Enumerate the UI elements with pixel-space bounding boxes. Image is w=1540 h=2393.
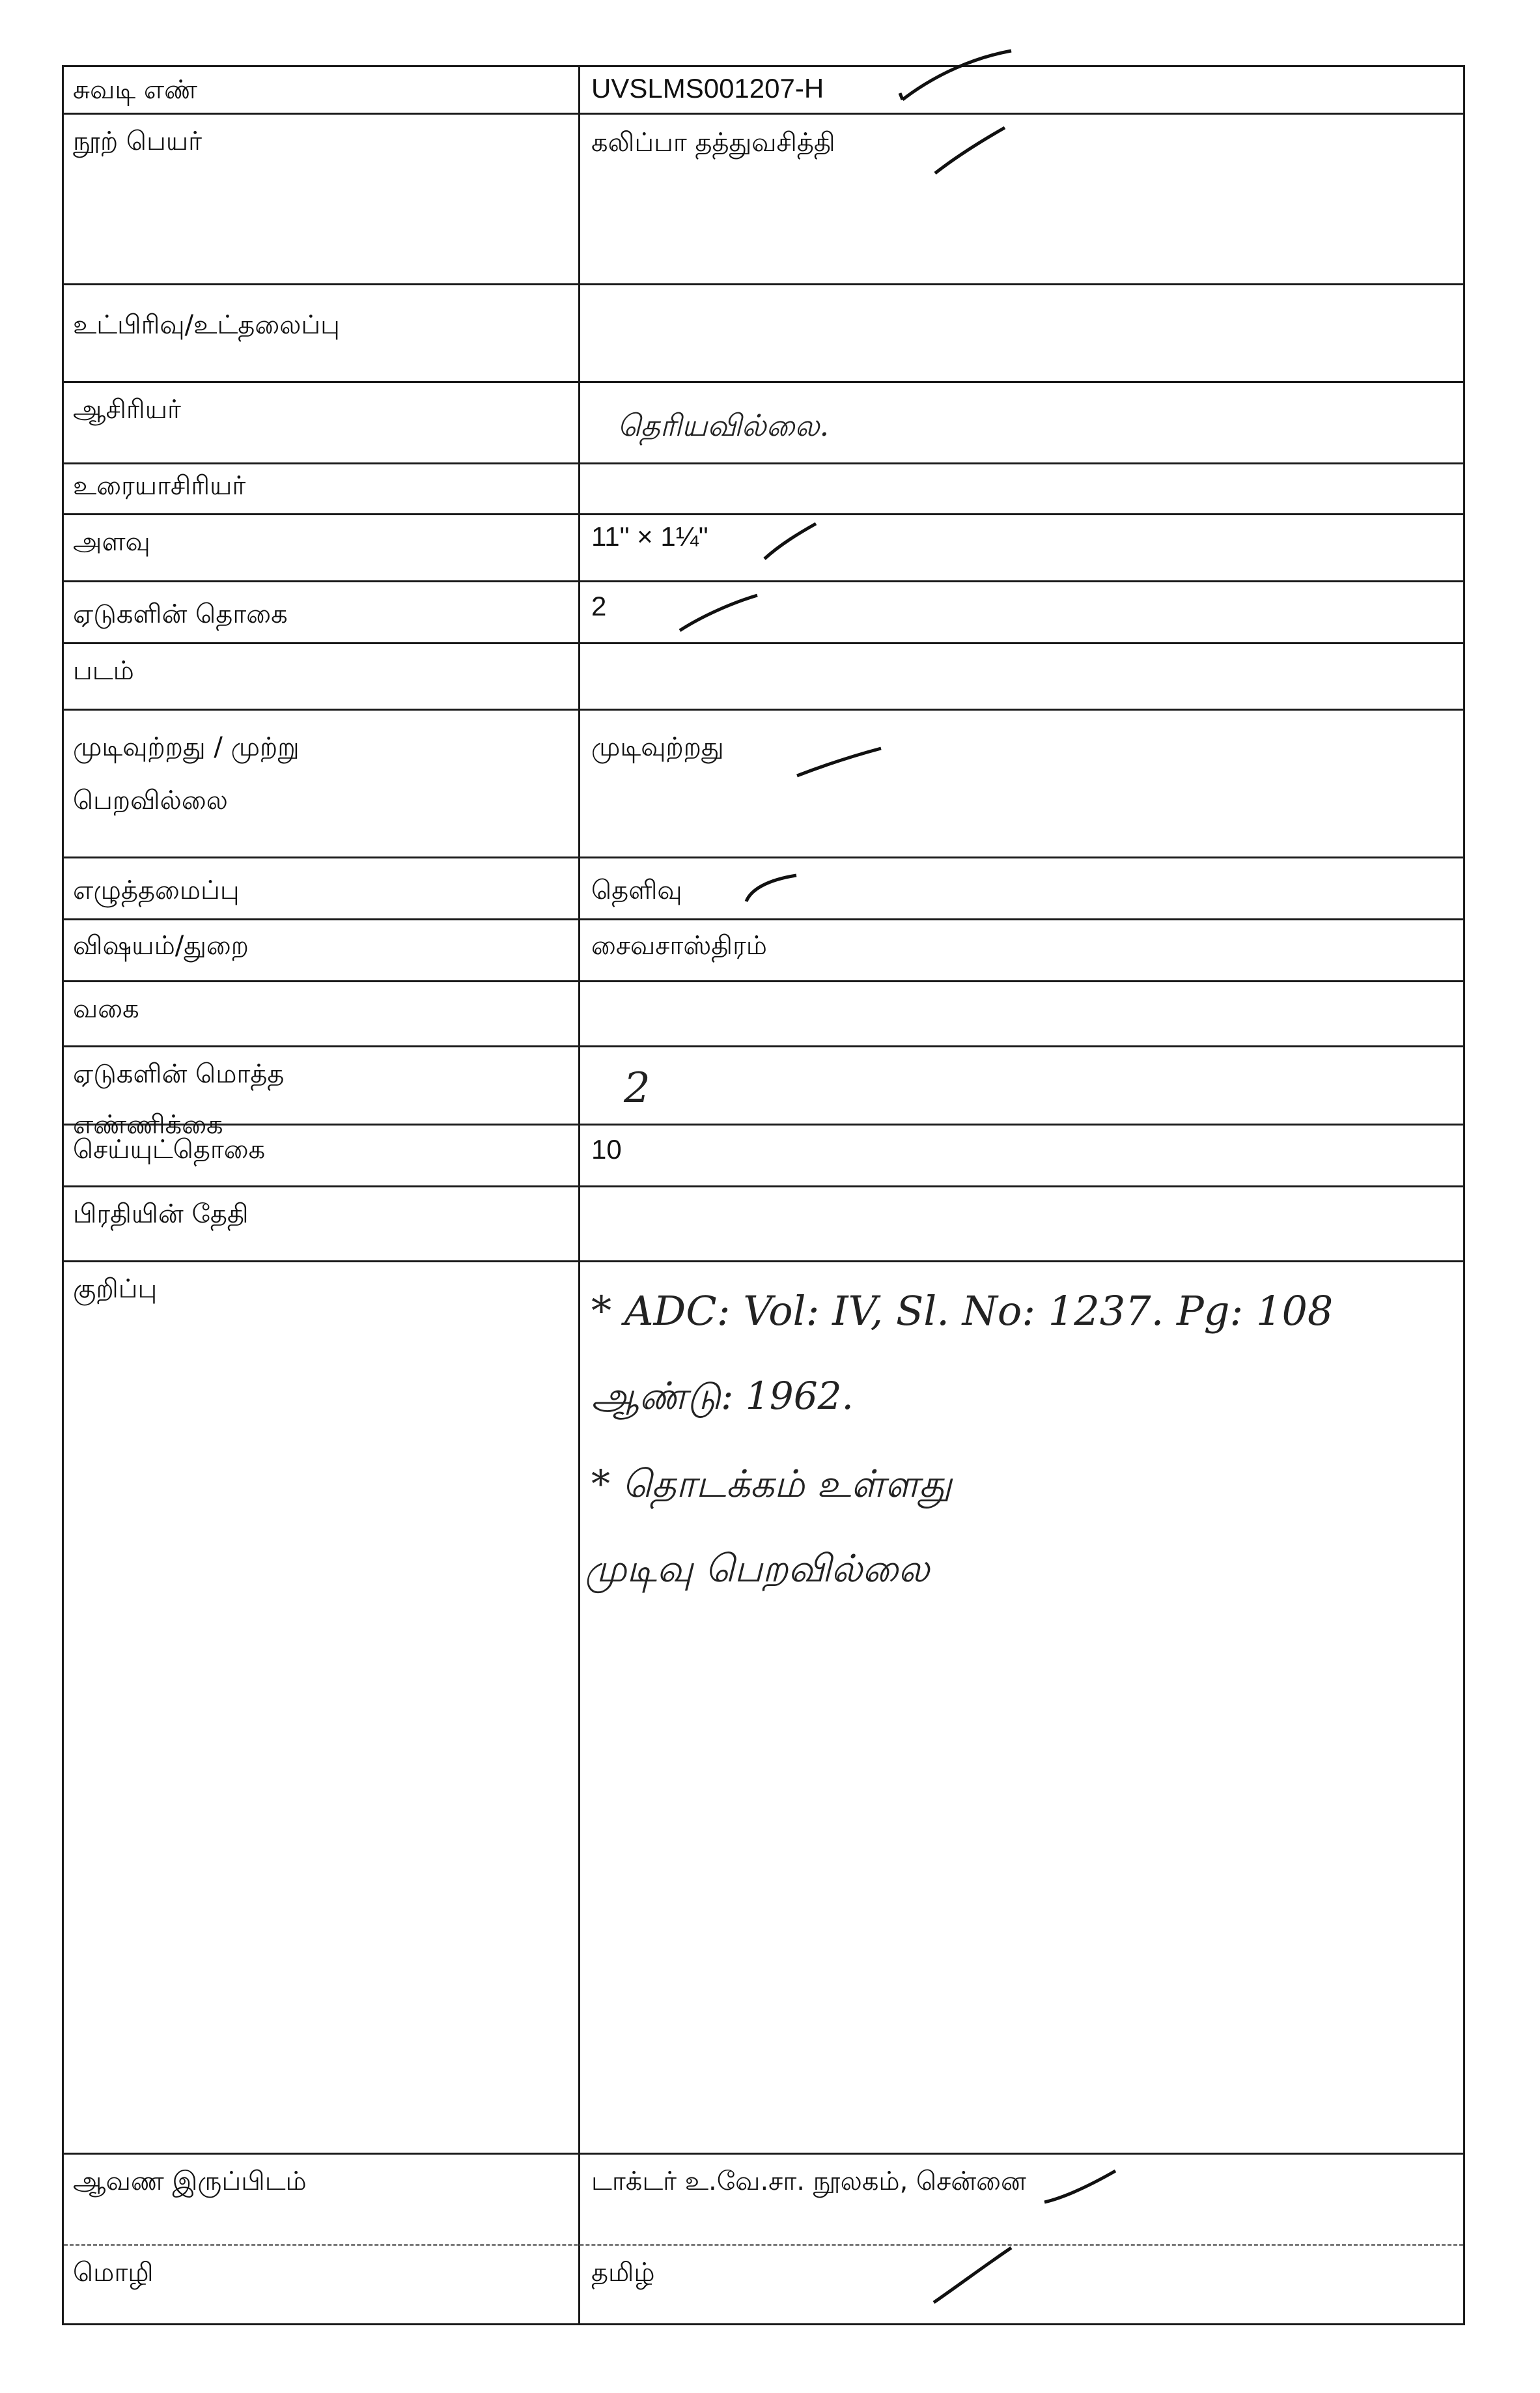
check-mark-icon (676, 590, 761, 636)
value-aasiriyar: தெரியவில்லை. (617, 408, 830, 443)
row-alavu (64, 515, 1463, 582)
value-aavana-iruppidam: டாக்டர் உ.வே.சா. நூலகம், சென்னை (591, 2166, 1026, 2196)
label-mudivutrathu-line2: பெறவில்லை (73, 786, 228, 815)
row-utpirivu (64, 285, 1463, 383)
label-padam: படம் (73, 656, 134, 686)
label-edugal-motha-line2: எண்ணிக்கை (73, 1110, 223, 1140)
value-alavu: 11" × 1¼" (591, 521, 708, 552)
row-aavana-iruppidam (64, 2155, 1463, 2246)
check-mark-icon (930, 2243, 1015, 2308)
label-utpirivu: உட்பிரிவு/உட்தலைப்பு (73, 310, 340, 340)
row-nool-peyar (64, 115, 1463, 285)
value-seyyut-thogai: 10 (591, 1134, 622, 1165)
value-ezhuthamaippu: தெளிவு (591, 875, 682, 905)
label-uraiyaasiriyar: உரையாசிரியர் (73, 471, 246, 501)
label-aasiriyar: ஆசிரியர் (73, 395, 181, 425)
row-padam (64, 644, 1463, 711)
label-mudivutrathu-line1: முடிவுற்றது / முற்று (73, 732, 300, 762)
row-seyyut-thogai (64, 1126, 1463, 1187)
row-vagai (64, 982, 1463, 1047)
kurippu-line-4: முடிவு பெறவில்லை (585, 1546, 930, 1591)
value-edugal-motha: 2 (624, 1064, 651, 1112)
label-suvadi-en: சுவடி எண் (73, 75, 198, 105)
label-edugal-motha-line1: ஏடுகளின் மொத்த (73, 1059, 285, 1089)
value-mozhi: தமிழ் (591, 2258, 655, 2287)
value-mudivutrathu: முடிவுற்றது (591, 732, 724, 762)
label-aavana-iruppidam: ஆவண இருப்பிடம் (73, 2166, 307, 2196)
check-mark-icon (1041, 2164, 1119, 2210)
row-kurippu (64, 1262, 1463, 2155)
row-mozhi (64, 2246, 1463, 2323)
value-nool-peyar: கலிப்பா தத்துவசித்தி (591, 128, 835, 158)
row-uraiyaasiriyar (64, 464, 1463, 515)
check-mark-icon (897, 48, 1015, 106)
label-prathi-thethi: பிரதியின் தேதி (73, 1199, 249, 1229)
catalog-card (62, 65, 1465, 2325)
label-edugal-thogai: ஏடுகளின் தொகை (73, 599, 288, 629)
label-alavu: அளவு (73, 527, 150, 557)
row-aasiriyar (64, 383, 1463, 464)
label-kurippu: குறிப்பு (73, 1274, 158, 1304)
value-vishayam: சைவசாஸ்திரம் (591, 931, 767, 961)
label-nool-peyar: நூற் பெயர் (73, 126, 203, 156)
kurippu-line-1: * ADC: Vol: IV, Sl. No: 1237. Pg: 108 (591, 1287, 1334, 1335)
check-mark-icon (741, 870, 800, 909)
kurippu-line-2: ஆண்டு: 1962. (591, 1374, 854, 1418)
check-mark-icon (930, 121, 1008, 180)
label-mozhi: மொழி (73, 2258, 154, 2287)
row-edugal-motha (64, 1047, 1463, 1140)
row-edugal-thogai (64, 582, 1463, 644)
check-mark-icon (761, 518, 819, 564)
value-edugal-thogai: 2 (591, 591, 607, 621)
label-vagai: வகை (73, 994, 139, 1024)
row-mudivutrathu (64, 711, 1463, 858)
row-suvadi-en (64, 67, 1463, 115)
label-ezhuthamaippu: எழுத்தமைப்பு (73, 875, 240, 905)
row-vishayam (64, 920, 1463, 982)
label-vishayam: விஷயம்/துறை (73, 931, 249, 961)
row-prathi-thethi (64, 1187, 1463, 1262)
check-mark-icon (793, 743, 884, 782)
kurippu-line-3: * தொடக்கம் உள்ளது (591, 1462, 952, 1506)
value-suvadi-en: UVSLMS001207-H (591, 73, 824, 104)
label-seyyut-thogai: செய்யுட்தொகை (73, 1135, 266, 1165)
row-ezhuthamaippu (64, 858, 1463, 920)
